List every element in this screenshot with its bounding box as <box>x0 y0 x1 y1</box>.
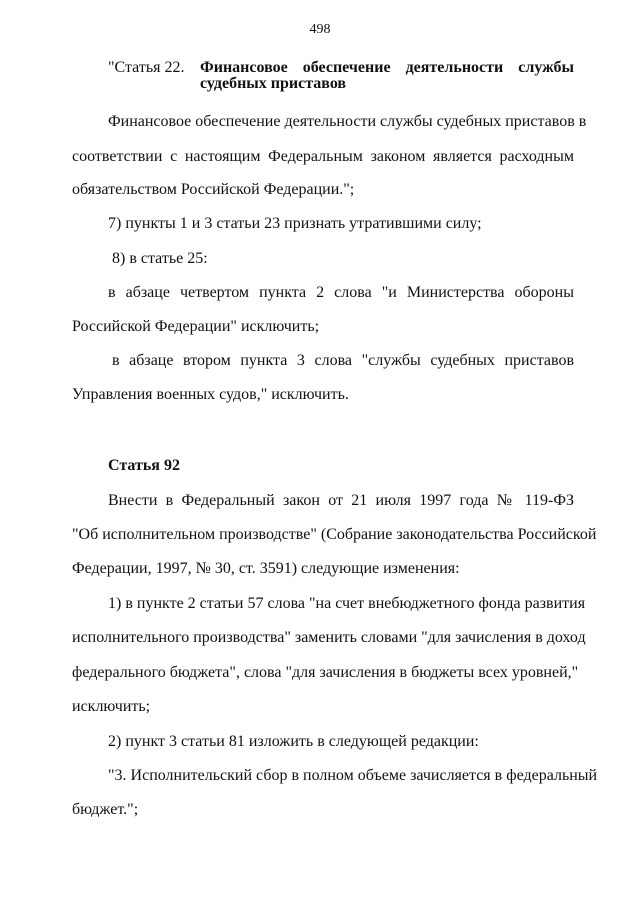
article-22-title-line-2: судебных приставов <box>200 75 347 92</box>
paragraph-line: в абзаце четвертом пункта 2 слова "и Министерства обороны <box>108 284 574 301</box>
paragraph-line: Российской Федерации" исключить; <box>72 318 320 335</box>
paragraph-line: Федерации, 1997, № 30, ст. 3591) следующие изменения: <box>72 560 460 577</box>
article-22-title-line-1: Финансовое обеспечение деятельности службы <box>200 59 574 76</box>
paragraph-line: "3. Исполнительский сбор в полном объеме зачисляется в федеральный <box>108 767 598 784</box>
paragraph-line: исполнительного производства" заменить словами "для зачисления в доход <box>72 629 586 646</box>
paragraph-line: в абзаце втором пункта 3 слова "службы судебных приставов <box>112 352 574 369</box>
paragraph-line: исключить; <box>72 698 151 715</box>
paragraph-line: Внести в Федеральный закон от 21 июля 1997 года № 119-ФЗ <box>108 492 574 509</box>
item-7: 7) пункты 1 и 3 статьи 23 признать утратившими силу; <box>108 215 482 232</box>
paragraph-line: обязательством Российской Федерации."; <box>72 181 355 198</box>
paragraph-line: бюджет."; <box>72 801 139 818</box>
paragraph-line: Финансовое обеспечение деятельности службы судебных приставов в <box>108 113 587 130</box>
paragraph-line: 1) в пункте 2 статьи 57 слова "на счет внебюджетного фонда развития <box>108 595 586 612</box>
item-2: 2) пункт 3 статьи 81 изложить в следующей редакции: <box>108 733 479 750</box>
item-8: 8) в статье 25: <box>112 250 208 267</box>
paragraph-line: Управления военных судов," исключить. <box>72 386 349 403</box>
paragraph-line: "Об исполнительном производстве" (Собрание законодательства Российской <box>72 526 597 543</box>
article-92-heading: Статья 92 <box>108 457 180 474</box>
page-number: 498 <box>309 22 331 37</box>
article-22-label: "Статья 22. <box>108 59 185 76</box>
paragraph-line: федерального бюджета", слова "для зачисления в бюджеты всех уровней," <box>72 664 579 681</box>
paragraph-line: соответствии с настоящим Федеральным законом является расходным <box>72 148 574 165</box>
